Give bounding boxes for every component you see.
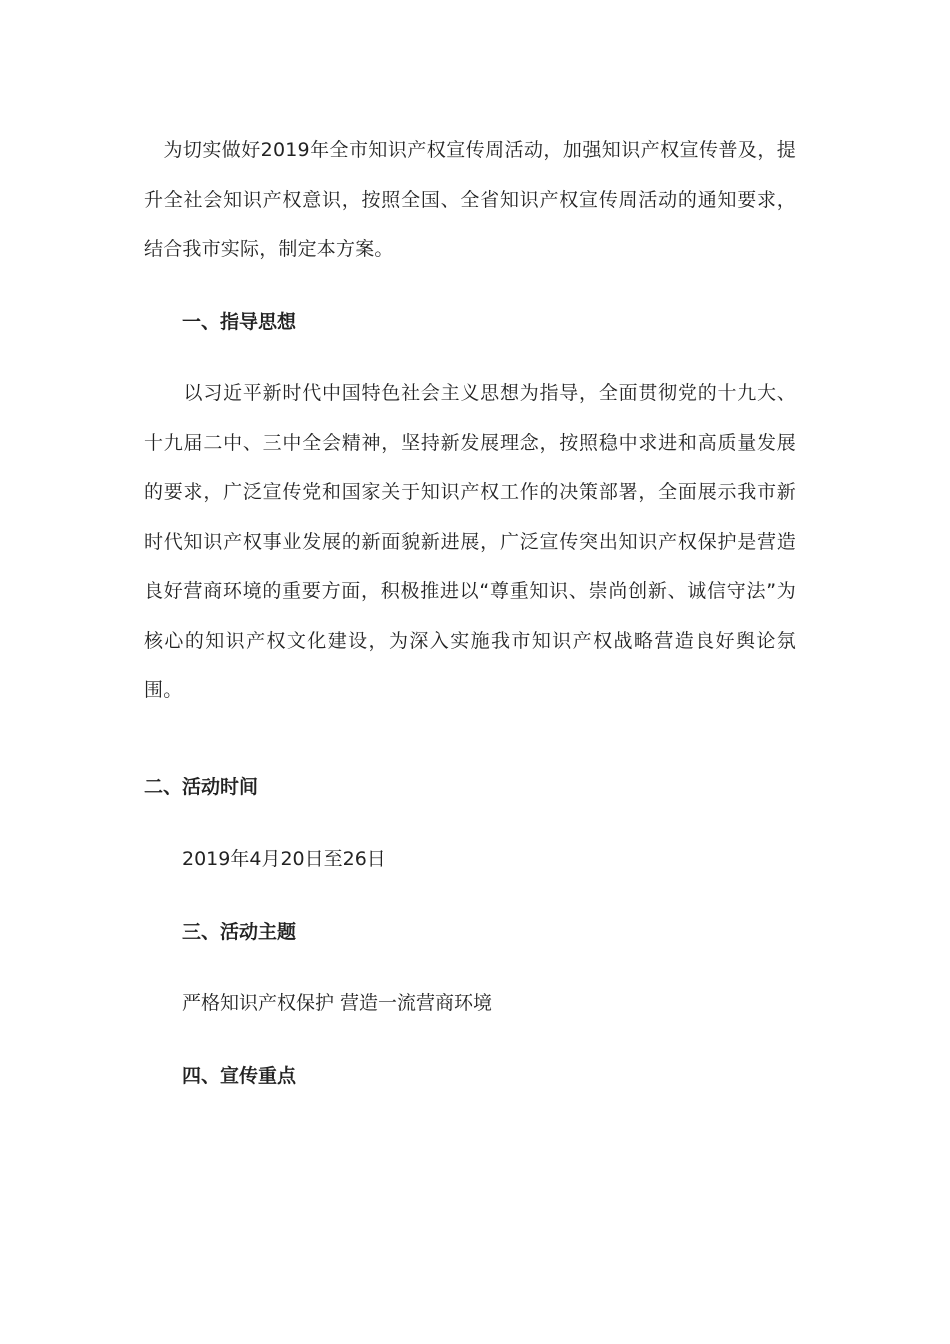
section-heading-publicity-focus: 四、宣传重点 bbox=[182, 1065, 297, 1087]
section-body-activity-theme: 严格知识产权保护 营造一流营商环境 bbox=[182, 992, 493, 1014]
section-body-activity-time: 2019年4月20日至26日 bbox=[182, 848, 386, 870]
section-heading-guiding-thought: 一、指导思想 bbox=[182, 311, 297, 333]
section-heading-activity-time: 二、活动时间 bbox=[144, 776, 259, 798]
intro-paragraph: 为切实做好2019年全市知识产权宣传周活动，加强知识产权宣传普及，提升全社会知识产权意识，按照全国、全省知识产权宣传周活动的通知要求，结合我市实际，制定本方案。 bbox=[144, 139, 796, 260]
section-body-guiding-thought: 以习近平新时代中国特色社会主义思想为指导，全面贯彻党的十九大、十九届二中、三中全会精神，坚持新发展理念，按照稳中求进和高质量发展的要求，广泛宣传党和国家关于知识产权工作的决策部署，全面展示我市新时代知识产权事业发展的新面貌新进展，广泛宣传突出知识产权保护是营造良好营商环境的重要方面，积极推进以“尊重知识、崇尚创新、诚信守法”为核心的知识产权文化建设，为深入实施我市知识产权战略营造良好舆论氛围。 bbox=[144, 382, 796, 701]
section-heading-activity-theme: 三、活动主题 bbox=[182, 921, 297, 943]
